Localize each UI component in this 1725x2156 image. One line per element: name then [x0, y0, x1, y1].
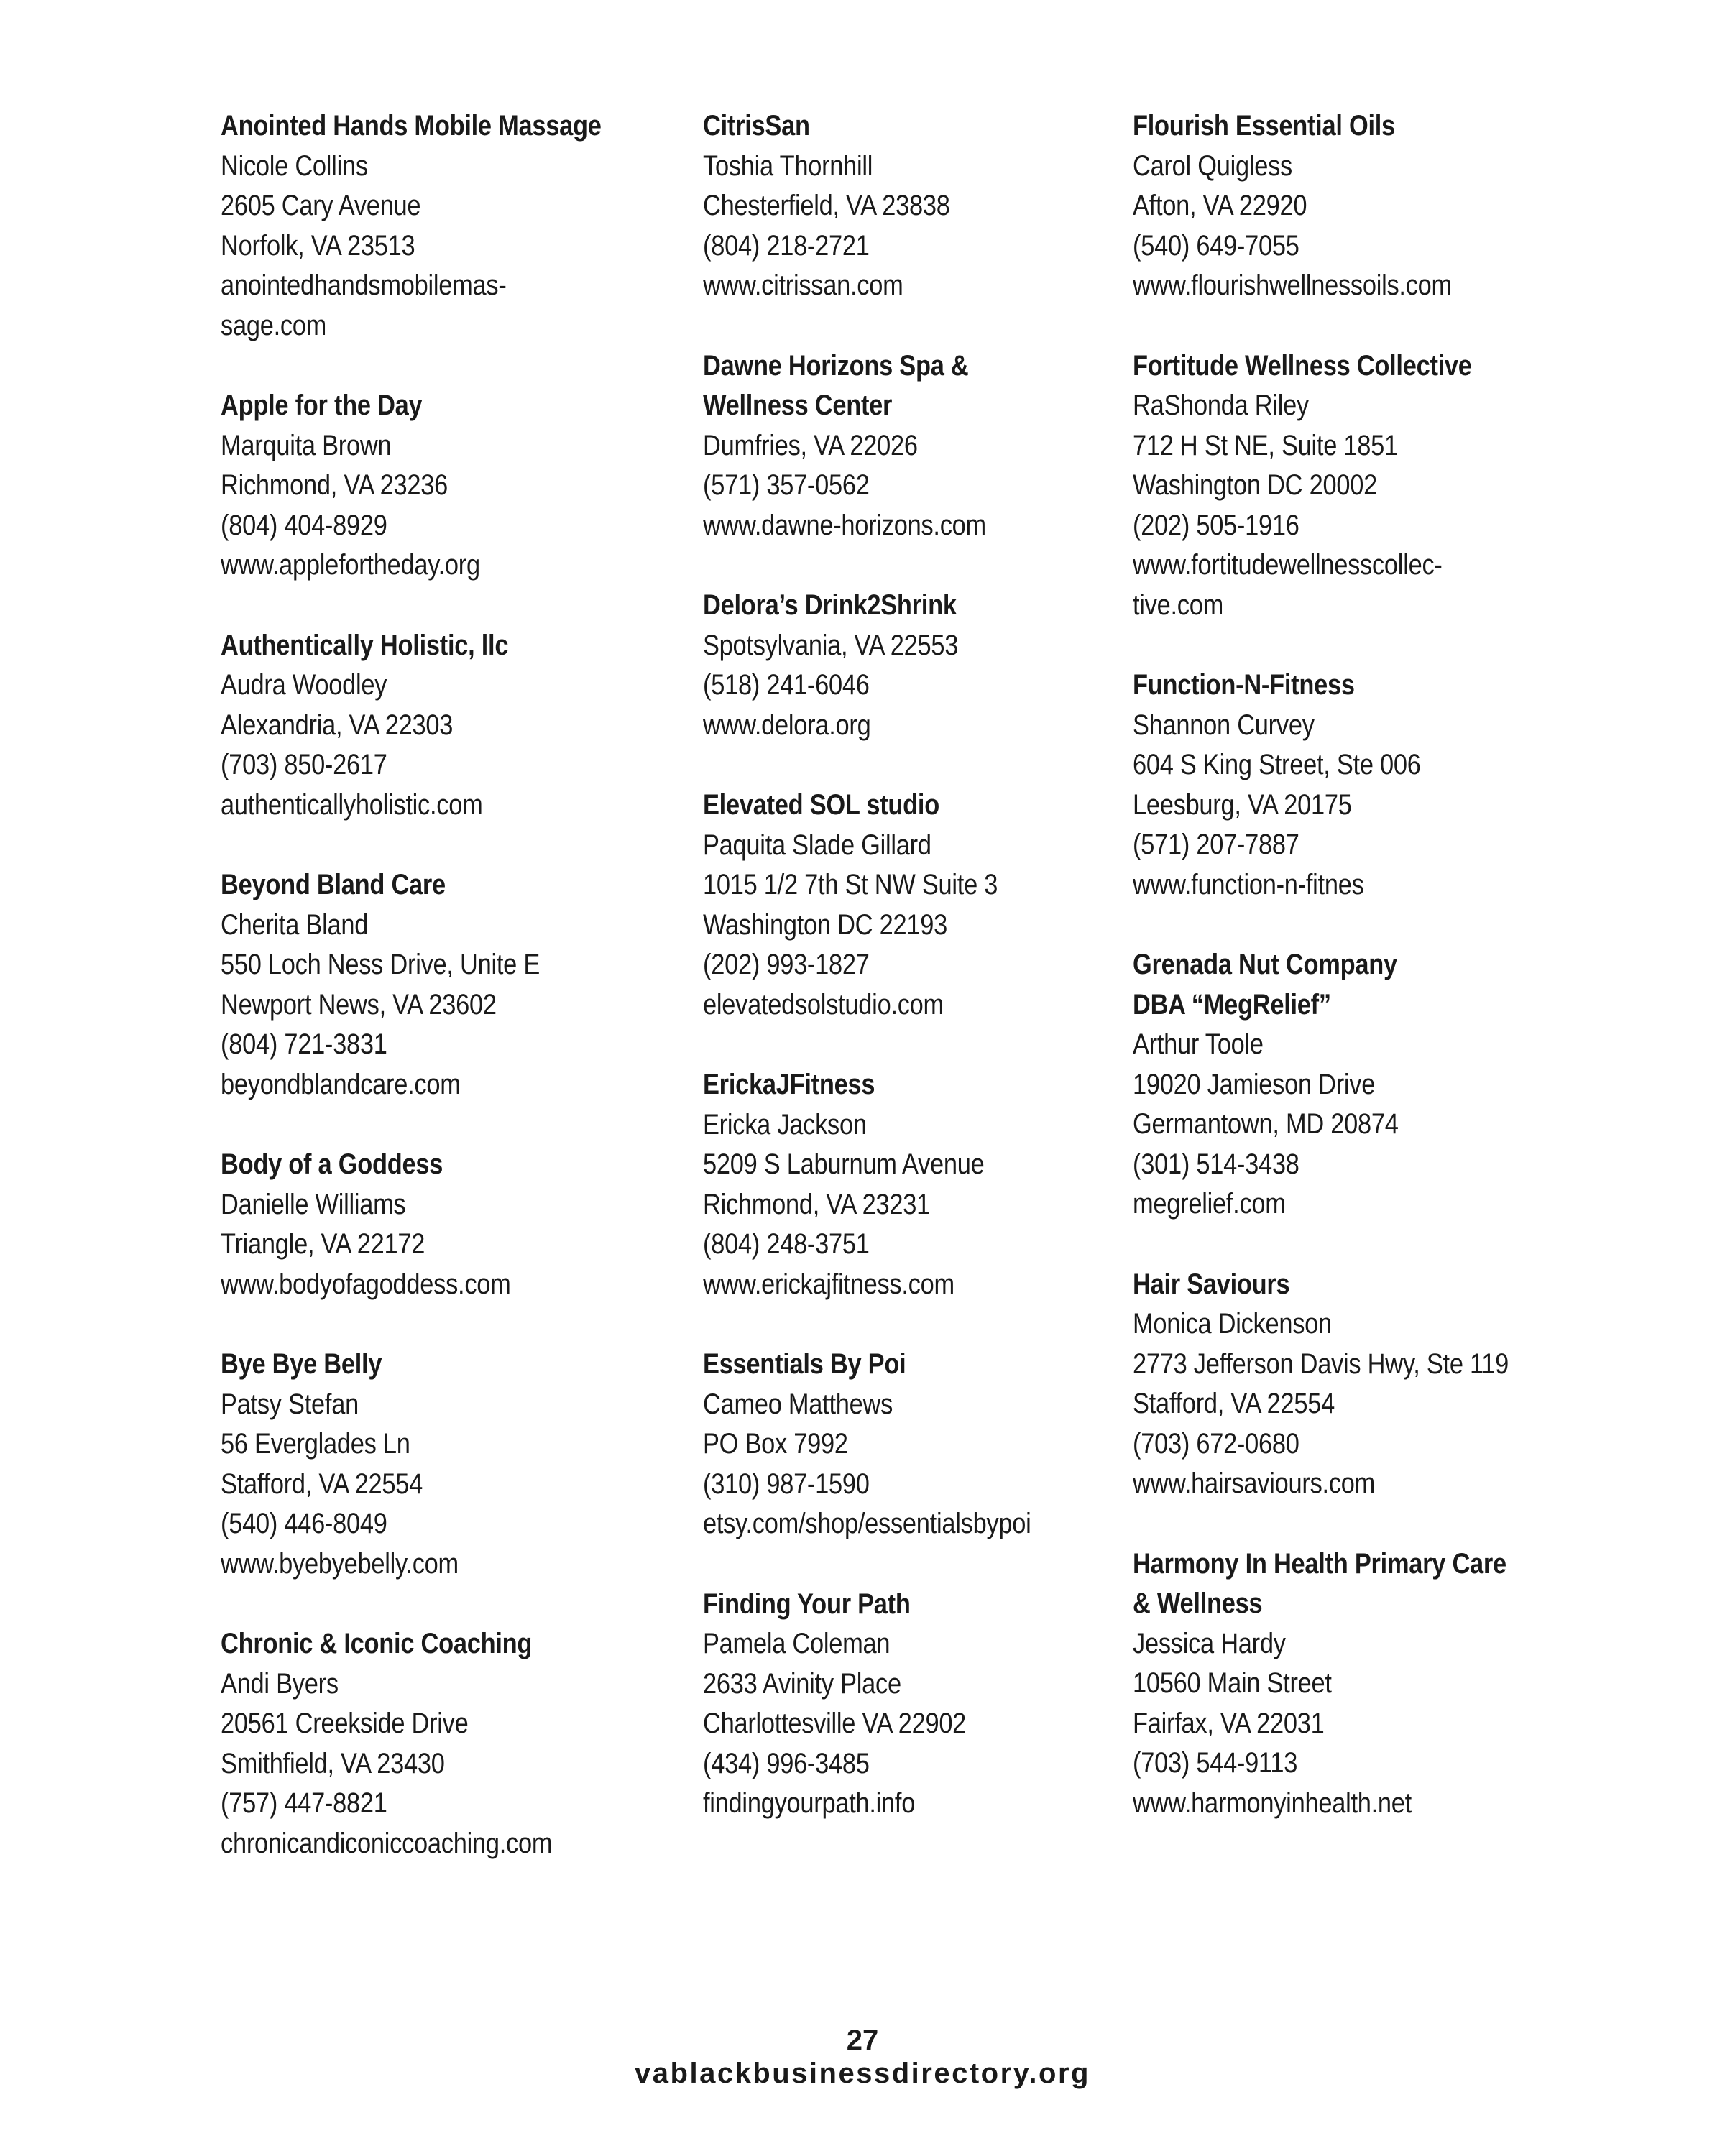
listing-detail: (518) 241-6046: [703, 669, 870, 701]
business-listing: [221, 865, 679, 1105]
listing-detail: Germantown, MD 20874: [1133, 1108, 1399, 1140]
listing-detail: (202) 505-1916: [1133, 509, 1300, 541]
business-name: Harmony In Health Primary Care & Wellness: [1133, 1547, 1506, 1619]
business-name: Beyond Bland Care: [221, 869, 446, 900]
listing-detail: (804) 721-3831: [221, 1028, 387, 1060]
listing-detail: 10560 Main Street: [1133, 1667, 1332, 1699]
listing-detail: Afton, VA 22920: [1133, 190, 1307, 221]
listing-detail: Audra Woodley: [221, 669, 387, 701]
business-listing: [1133, 346, 1620, 626]
listing-detail: Toshia Thornhill: [703, 149, 873, 182]
listing-detail: 604 S King Street, Ste 006: [1133, 749, 1421, 780]
listing-detail: beyondblandcare.com: [221, 1068, 461, 1100]
listing-detail: (804) 404-8929: [221, 509, 387, 541]
listing-detail: www.fortitudewellnesscollec- tive.com: [1133, 549, 1443, 621]
listing-detail: www.hairsaviours.com: [1133, 1468, 1376, 1499]
listing-detail: (703) 672-0680: [1133, 1427, 1300, 1460]
listing-detail: (434) 996-3485: [703, 1747, 870, 1779]
business-name: Chronic & Iconic Coaching: [221, 1628, 533, 1659]
listing-detail: 20561 Creekside Drive: [221, 1708, 469, 1739]
business-listing: [703, 786, 1162, 1025]
listing-detail: www.citrissan.com: [703, 270, 903, 301]
listing-detail: Ericka Jackson: [703, 1108, 867, 1141]
listing-detail: RaShonda Riley: [1133, 390, 1309, 421]
listing-detail: Paquita Slade Gillard: [703, 829, 932, 861]
listing-detail: www.applefortheday.org: [221, 549, 480, 581]
listing-detail: Richmond, VA 23236: [221, 469, 448, 501]
listing-detail: (804) 248-3751: [703, 1228, 870, 1260]
business-name: Elevated SOL studio: [703, 789, 939, 821]
listing-detail: Dumfries, VA 22026: [703, 429, 918, 461]
listing-detail: 56 Everglades Ln: [221, 1428, 410, 1460]
business-listing: [703, 1345, 1162, 1544]
listing-detail: www.flourishwellnessoils.com: [1133, 270, 1452, 301]
business-name: Essentials By Poi: [703, 1348, 906, 1380]
listing-detail: Pamela Coleman: [703, 1628, 891, 1659]
listing-detail: (703) 544-9113: [1133, 1747, 1298, 1779]
business-listing: [221, 1345, 679, 1584]
listing-detail: Smithfield, VA 23430: [221, 1747, 445, 1779]
listing-detail: Andi Byers: [221, 1667, 339, 1700]
business-name: ErickaJFitness: [703, 1069, 875, 1100]
listing-detail: Cameo Matthews: [703, 1388, 893, 1420]
listing-detail: authenticallyholistic.com: [221, 788, 483, 821]
business-listing: [703, 586, 1162, 745]
listing-detail: 1015 1/2 7th St NW Suite 3: [703, 869, 998, 900]
listing-detail: Newport News, VA 23602: [221, 988, 497, 1021]
business-name: Grenada Nut Company DBA “MegRelief”: [1133, 949, 1397, 1021]
listing-detail: 712 H St NE, Suite 1851: [1133, 429, 1398, 461]
listing-detail: Stafford, VA 22554: [221, 1468, 423, 1500]
listing-detail: Norfolk, VA 23513: [221, 229, 415, 262]
business-name: Fortitude Wellness Collective: [1133, 349, 1472, 382]
business-name: Function-N-Fitness: [1133, 669, 1355, 701]
footer-website: vablackbusinessdirectory.org: [635, 2058, 1090, 2089]
listing-detail: www.function-n-fitnes: [1133, 868, 1364, 900]
listing-detail: 5209 S Laburnum Avenue: [703, 1148, 985, 1180]
listing-detail: Marquita Brown: [221, 429, 392, 461]
listing-detail: chronicandiconiccoaching.com: [221, 1827, 553, 1859]
listing-detail: Washington DC 20002: [1133, 469, 1377, 501]
listing-detail: www.delora.org: [703, 709, 871, 741]
listing-detail: Cherita Bland: [221, 908, 369, 941]
listing-detail: Leesburg, VA 20175: [1133, 788, 1352, 821]
business-listing: [221, 1145, 679, 1304]
business-listing: [221, 386, 679, 586]
business-listing: [221, 106, 679, 346]
listing-detail: Alexandria, VA 22303: [221, 709, 454, 741]
listing-detail: Spotsylvania, VA 22553: [703, 629, 959, 661]
listing-detail: findingyourpath.info: [703, 1787, 916, 1819]
business-name: Anointed Hands Mobile Massage: [221, 110, 602, 142]
business-name: Hair Saviours: [1133, 1268, 1290, 1300]
listing-detail: elevatedsolstudio.com: [703, 988, 944, 1021]
listing-detail: Chesterfield, VA 23838: [703, 190, 950, 221]
listing-detail: www.byebyebelly.com: [221, 1547, 459, 1580]
business-listing: [703, 346, 1162, 546]
listing-detail: Nicole Collins: [221, 149, 368, 182]
business-listing: [1133, 1544, 1620, 1824]
business-name: Delora’s Drink2Shrink: [703, 589, 957, 621]
business-listing: [1133, 665, 1620, 905]
business-name: Bye Bye Belly: [221, 1348, 382, 1380]
listing-detail: (757) 447-8821: [221, 1787, 387, 1819]
listing-detail: megrelief.com: [1133, 1188, 1286, 1220]
directory-column-3: [1133, 106, 1622, 1864]
listing-detail: 2773 Jefferson Davis Hwy, Ste 119: [1133, 1348, 1509, 1380]
listing-detail: Triangle, VA 22172: [221, 1228, 426, 1260]
listing-detail: (301) 514-3438: [1133, 1148, 1300, 1180]
business-listing: [703, 1585, 1162, 1824]
business-name: Body of a Goddess: [221, 1148, 443, 1180]
business-listing: [1133, 106, 1620, 306]
business-name: Finding Your Path: [703, 1588, 911, 1620]
listing-detail: Shannon Curvey: [1133, 709, 1315, 741]
listing-detail: www.erickajfitness.com: [703, 1268, 954, 1300]
listing-detail: (571) 357-0562: [703, 469, 870, 501]
listing-detail: www.dawne-horizons.com: [703, 509, 986, 541]
listing-detail: Washington DC 22193: [703, 908, 947, 941]
listing-detail: Fairfax, VA 22031: [1133, 1707, 1325, 1739]
listing-detail: Richmond, VA 23231: [703, 1188, 930, 1220]
listing-detail: (540) 649-7055: [1133, 229, 1300, 262]
listing-detail: (310) 987-1590: [703, 1468, 870, 1500]
listing-detail: 2605 Cary Avenue: [221, 190, 421, 221]
business-listing: [703, 1065, 1162, 1304]
listing-detail: (703) 850-2617: [221, 749, 387, 780]
business-name: Flourish Essential Oils: [1133, 110, 1395, 142]
business-name: Apple for the Day: [221, 390, 423, 421]
page-number: 27: [846, 2024, 879, 2056]
listing-detail: Arthur Toole: [1133, 1028, 1264, 1060]
listing-detail: Patsy Stefan: [221, 1388, 359, 1420]
listing-detail: PO Box 7992: [703, 1428, 848, 1460]
business-listing: [703, 106, 1162, 306]
business-name: Authentically Holistic, llc: [221, 629, 509, 661]
listing-detail: (540) 446-8049: [221, 1508, 387, 1539]
listing-detail: Monica Dickenson: [1133, 1308, 1332, 1340]
listing-detail: (202) 993-1827: [703, 949, 870, 980]
listing-detail: Danielle Williams: [221, 1188, 406, 1220]
listing-detail: Jessica Hardy: [1133, 1627, 1286, 1659]
business-listing: [1133, 945, 1620, 1225]
business-listing: [221, 626, 679, 826]
listing-detail: www.bodyofagoddess.com: [221, 1268, 511, 1300]
listing-detail: 2633 Avinity Place: [703, 1667, 901, 1700]
directory-column-2: [703, 106, 1163, 1864]
listing-detail: Charlottesville VA 22902: [703, 1708, 967, 1739]
business-name: CitrisSan: [703, 110, 810, 142]
business-listing: [221, 1624, 679, 1864]
listing-detail: 19020 Jamieson Drive: [1133, 1068, 1376, 1100]
listing-detail: etsy.com/shop/essentialsbypoi: [703, 1508, 1031, 1539]
listing-detail: (571) 207-7887: [1133, 829, 1300, 860]
listing-detail: 550 Loch Ness Drive, Unite E: [221, 949, 540, 980]
listing-detail: (804) 218-2721: [703, 229, 870, 262]
listing-detail: Stafford, VA 22554: [1133, 1388, 1335, 1419]
business-listing: [1133, 1265, 1620, 1504]
listing-detail: Carol Quigless: [1133, 149, 1292, 182]
business-name: Dawne Horizons Spa & Wellness Center: [703, 349, 969, 421]
directory-column-1: [221, 106, 681, 1904]
listing-detail: anointedhandsmobilemas- sage.com: [221, 270, 507, 341]
listing-detail: www.harmonyinhealth.net: [1133, 1787, 1412, 1819]
